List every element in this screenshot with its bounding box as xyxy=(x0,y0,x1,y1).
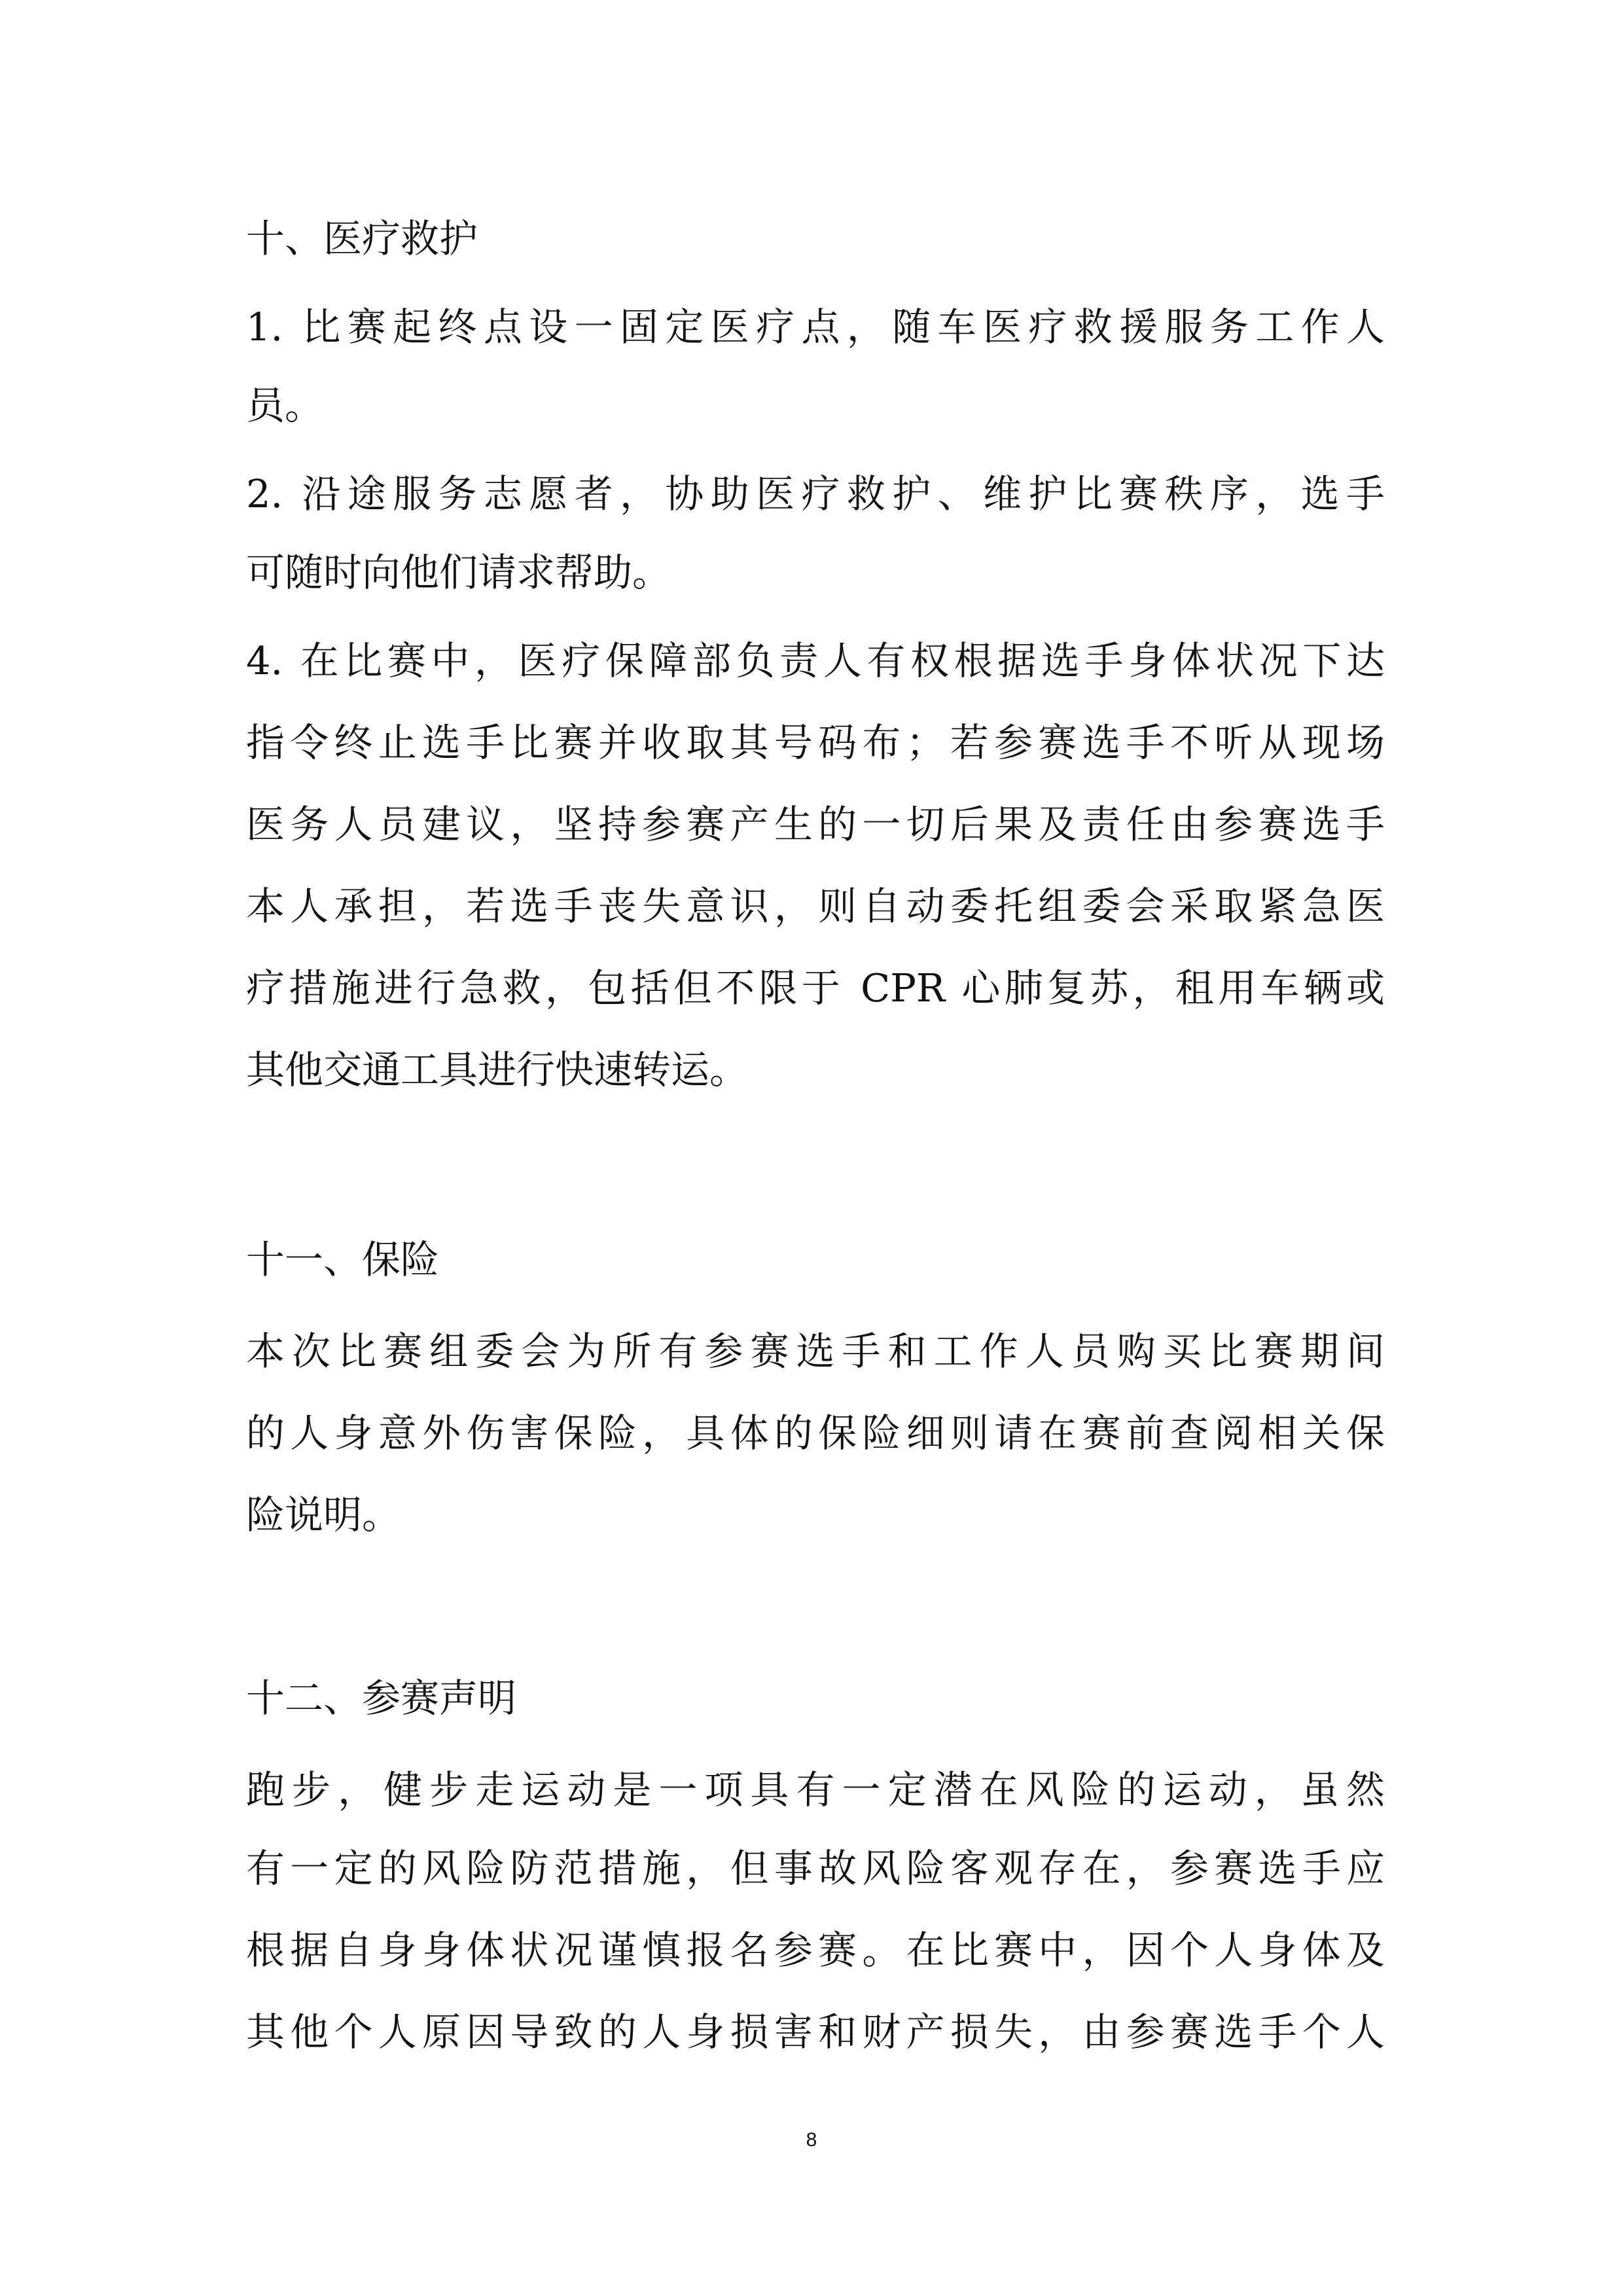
paragraph-line: 根据自身身体状况谨慎报名参赛。在比赛中，因个人身体及 xyxy=(246,1928,1385,1973)
paragraph-line: 险说明。 xyxy=(246,1492,401,1537)
paragraph-line: 4. 在比赛中，医疗保障部负责人有权根据选手身体状况下达 xyxy=(246,638,1385,683)
section-heading-insurance: 十一、保险 xyxy=(246,1237,440,1282)
paragraph-line: 的人身意外伤害保险，具体的保险细则请在赛前查阅相关保 xyxy=(246,1410,1385,1456)
paragraph-line: 有一定的风险防范措施，但事故风险客观存在，参赛选手应 xyxy=(246,1846,1385,1891)
section-heading-declaration: 十二、参赛声明 xyxy=(246,1676,517,1721)
page-number: 8 xyxy=(806,2129,817,2151)
paragraph-line: 跑步，健步走运动是一项具有一定潜在风险的运动，虽然 xyxy=(246,1767,1385,1812)
paragraph-line: 其他个人原因导致的人身损害和财产损失，由参赛选手个人 xyxy=(246,2009,1385,2054)
paragraph-line: 可随时向他们请求帮助。 xyxy=(246,550,671,595)
paragraph-line: 本人承担，若选手丧失意识，则自动委托组委会采取紧急医 xyxy=(246,884,1385,929)
paragraph-line: 2. 沿途服务志愿者，协助医疗救护、维护比赛秩序，选手 xyxy=(246,471,1385,516)
paragraph-line: 其他交通工具进行快速转运。 xyxy=(246,1047,749,1092)
paragraph-line: 疗措施进行急救，包括但不限于 CPR 心肺复苏，租用车辆或 xyxy=(246,965,1385,1011)
paragraph-line: 指令终止选手比赛并收取其号码布；若参赛选手不听从现场 xyxy=(246,720,1385,765)
section-heading-medical: 十、医疗救护 xyxy=(246,216,478,261)
paragraph-line: 本次比赛组委会为所有参赛选手和工作人员购买比赛期间 xyxy=(246,1329,1385,1374)
paragraph-line: 员。 xyxy=(246,383,324,428)
paragraph-line: 医务人员建议，坚持参赛产生的一切后果及责任由参赛选手 xyxy=(246,802,1385,847)
paragraph-line: 1. 比赛起终点设一固定医疗点，随车医疗救援服务工作人 xyxy=(246,304,1385,350)
